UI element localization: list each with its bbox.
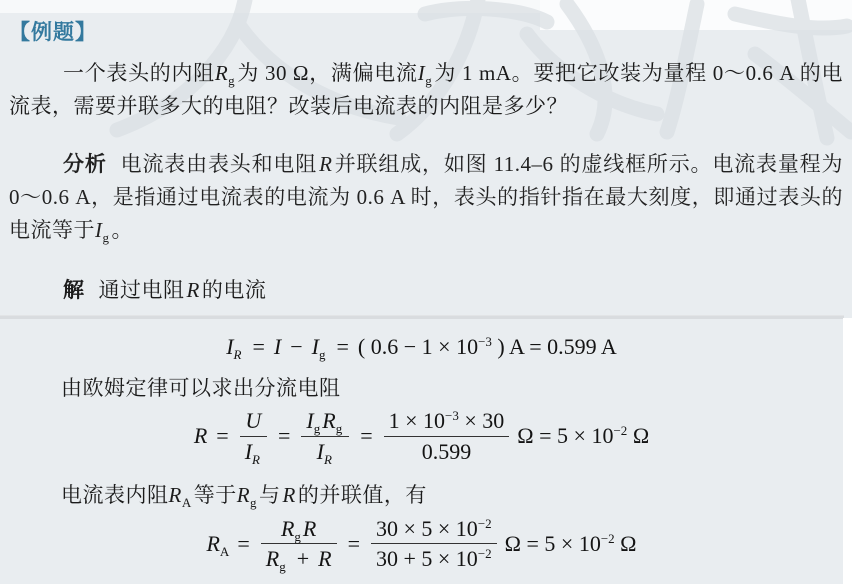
equals-sign: = (252, 334, 265, 359)
var-RA: R (168, 482, 182, 507)
var-Ig-subscript: g (425, 73, 433, 88)
example-heading: 【例题】 (9, 21, 97, 44)
analysis-text: 。 (111, 218, 133, 242)
var-RA-subscript: A (181, 494, 192, 510)
formula-text: ) A = 0.599 A (491, 334, 617, 359)
formula-text: ( 0.6 − 1 × 10 (357, 334, 479, 359)
parallel-value-line (9, 479, 834, 512)
formula-result: Ω = 5 × 10 (517, 423, 614, 449)
problem-text: 为 1 mA。要把它改装为量程 0～0.6 A 的电流表，需要并联多大的电阻？改装后电流表的内阻是多少？ (9, 61, 844, 118)
var-Rg-subscript: g (250, 494, 258, 510)
var-Ig: I (306, 408, 314, 434)
numerator-text: × 30 (458, 408, 505, 434)
var-Rg: R (236, 482, 251, 507)
step-text: 与 (259, 482, 281, 507)
formula-result: Ω (614, 530, 637, 556)
analysis-text: 电流表由表头和电阻 (120, 152, 318, 176)
exponent: −2 (613, 423, 628, 439)
solution-intro-text: 的电流 (201, 278, 267, 302)
fraction-RgR-over-sum (261, 515, 337, 575)
var-IR: I (244, 438, 253, 464)
solution-label: 解 (63, 279, 85, 302)
solution-intro (9, 274, 843, 307)
var-R: R (193, 423, 208, 449)
var-IR: I (316, 438, 324, 464)
exponent: −2 (600, 530, 615, 546)
equals-sign: = (237, 530, 250, 556)
exponent: −2 (477, 546, 492, 562)
var-IR-subscript: R (323, 451, 332, 467)
var-Ig: I (95, 218, 103, 242)
var-Ig: I (311, 334, 319, 359)
problem-statement (9, 57, 843, 123)
var-R: R (282, 482, 296, 507)
var-IR: I (226, 334, 234, 359)
denominator-text: 30 + 5 × 10 (375, 546, 478, 572)
var-RA-subscript: A (219, 543, 230, 559)
plus-sign: + (296, 546, 310, 572)
fraction-U-over-IR (240, 408, 267, 467)
fraction-numeric (384, 408, 510, 464)
var-Rg: R (280, 515, 295, 541)
step-text: 的并联值，有 (297, 482, 427, 507)
formula-result: Ω (627, 423, 650, 449)
var-I: I (273, 334, 282, 359)
analysis-label: 分析 (63, 153, 107, 176)
var-Rg: R (322, 408, 336, 434)
exponent: −3 (478, 334, 492, 349)
var-R: R (186, 278, 200, 302)
var-Rg-subscript: g (279, 559, 286, 575)
var-Ig-subscript: g (319, 347, 326, 362)
solution-intro-text: 通过电阻 (98, 278, 185, 302)
var-Ig-subscript: g (313, 421, 321, 437)
var-Ig-subscript: g (102, 230, 110, 245)
step-text: 电流表内阻 (61, 482, 169, 507)
upper-section (0, 13, 852, 307)
lower-section (0, 318, 843, 573)
var-IR-subscript: R (252, 451, 260, 467)
equals-sign: = (336, 334, 349, 359)
equals-sign: = (277, 423, 291, 449)
analysis-paragraph (9, 148, 843, 247)
equals-sign: = (347, 530, 360, 556)
problem-text: 一个表头的内阻 (63, 61, 215, 85)
ohms-law-line: 由欧姆定律可以求出分流电阻 (61, 376, 341, 401)
var-R: R (319, 152, 333, 176)
formula-shunt-resistance (9, 410, 834, 466)
var-Rg: R (265, 546, 280, 572)
formula-result: Ω = 5 × 10 (504, 530, 601, 556)
var-Rg-subscript: g (228, 73, 236, 88)
fraction-IgRg-over-IR (301, 408, 349, 467)
equals-sign: = (360, 423, 373, 449)
var-Rg-subscript: g (294, 528, 301, 544)
problem-text: 为 30 Ω，满偏电流 (237, 61, 418, 85)
step-text: 等于 (193, 482, 237, 507)
analysis-text: 并联组成，如图 11.4–6 的虚线框所示。电流表量程为 0～0.6 A，是指通过电流表的电流为 0.6 A 时，表头的指针指在最大刻度，即通过表头的电流等于 (9, 152, 844, 242)
exponent: −3 (445, 408, 459, 424)
numerator-text: 30 × 5 × 10 (375, 515, 478, 541)
minus-sign: − (290, 334, 303, 359)
fraction-numeric (371, 516, 497, 572)
formula-ammeter-resistance (9, 515, 834, 575)
var-R: R (302, 515, 317, 541)
numerator-text: 1 × 10 (388, 408, 446, 434)
denominator-text: 0.599 (421, 438, 472, 464)
formula-branch-current (9, 334, 834, 362)
exponent: −2 (477, 515, 492, 531)
var-R: R (318, 546, 332, 572)
var-IR-subscript: R (233, 347, 242, 362)
var-Ig: I (417, 61, 426, 85)
var-U: U (245, 408, 262, 434)
var-Rg: R (214, 61, 229, 85)
equals-sign: = (216, 423, 229, 449)
var-Rg-subscript: g (335, 421, 343, 437)
right-white-strip (843, 318, 852, 584)
var-RA: R (206, 530, 220, 556)
